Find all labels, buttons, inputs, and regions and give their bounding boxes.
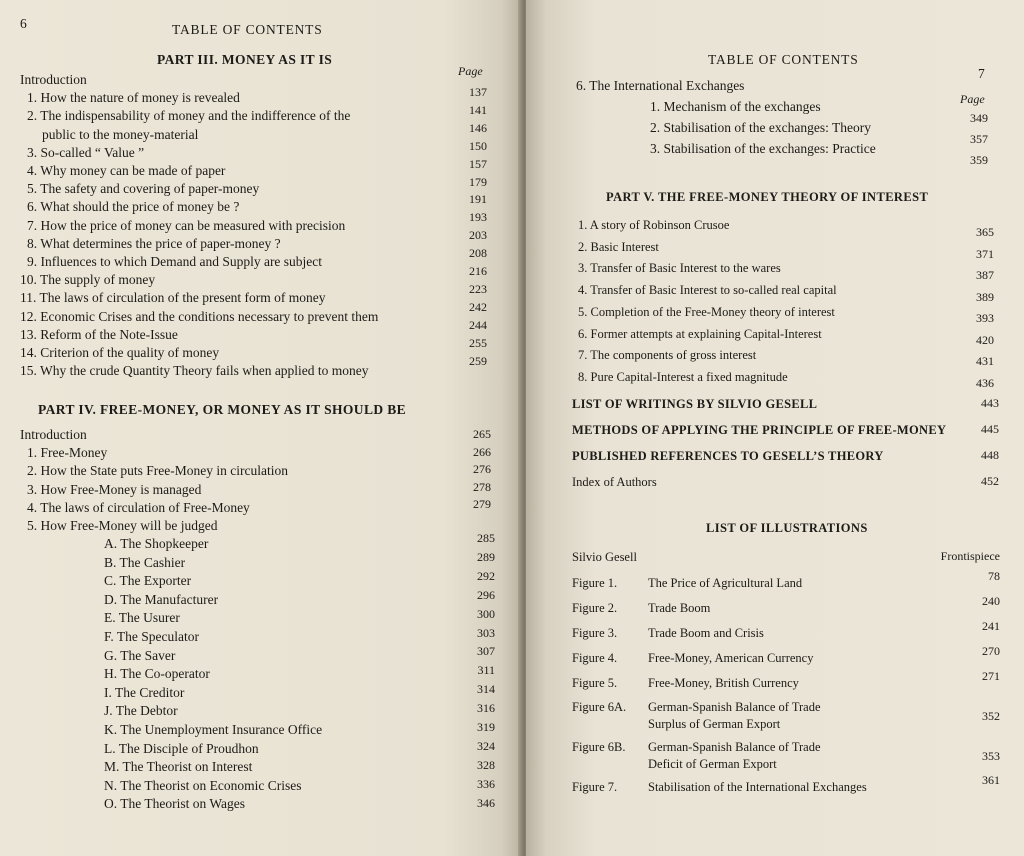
toc-sub-entry: 1. Mechanism of the exchanges: [650, 99, 821, 114]
toc-sub-entry: A. The Shopkeeper: [104, 536, 209, 551]
toc-entry: 5. The safety and covering of paper-money: [27, 181, 260, 197]
illustration-label: Figure 6A.: [572, 700, 627, 714]
toc-entry: 3. So-called “ Value ”: [27, 144, 145, 160]
toc-sub-entry: J. The Debtor: [104, 703, 178, 719]
toc-page-number: 146: [469, 120, 487, 135]
illustrations-title: LIST OF ILLUSTRATIONS: [706, 521, 868, 535]
toc-page-number: 389: [976, 289, 994, 304]
part3-title: PART III. MONEY AS IT IS: [157, 52, 333, 67]
illustration-page: 361: [982, 773, 1000, 787]
toc-entry: 4. The laws of circulation of Free-Money: [27, 499, 250, 515]
illustration-title: German-Spanish Balance of Trade: [648, 740, 821, 754]
toc-page-number: 307: [477, 644, 495, 659]
toc-page-number: 203: [469, 228, 487, 243]
toc-page-number: 278: [473, 479, 491, 494]
toc-page-number: 349: [970, 111, 988, 125]
toc-page-number: 319: [477, 720, 495, 734]
toc-page-number: 157: [469, 156, 487, 171]
toc-page-number: 216: [469, 264, 487, 278]
right-running-head: TABLE OF CONTENTS: [708, 52, 859, 67]
toc-entry: 5. Completion of the Free-Money theory of interest: [578, 304, 835, 319]
illustration-page: 78: [988, 569, 1000, 583]
toc-page-number: 141: [469, 102, 487, 117]
toc-sub-entry: E. The Usurer: [104, 610, 180, 626]
toc-entry: 3. Transfer of Basic Interest to the wares: [578, 261, 781, 276]
toc-entry: 12. Economic Crises and the conditions necessary to prevent them: [20, 308, 379, 324]
left-running-head: TABLE OF CONTENTS: [172, 22, 323, 37]
toc-page-number: 328: [477, 757, 495, 772]
toc-page-number: 300: [477, 606, 495, 621]
toc-sub-entry: K. The Unemployment Insurance Office: [104, 722, 323, 737]
toc-page-number: 292: [477, 568, 495, 583]
toc-page-number: 420: [976, 332, 994, 347]
toc-page-number: 244: [469, 317, 487, 332]
right-page-number: 7: [978, 66, 985, 81]
toc-sub-entry: 2. Stabilisation of the exchanges: Theory: [650, 120, 871, 135]
illustration-page: 352: [982, 709, 1000, 723]
toc-entry: 5. How Free-Money will be judged: [27, 518, 218, 533]
toc-sub-entry: I. The Creditor: [104, 684, 185, 700]
toc-entry: 6. Former attempts at explaining Capital-Interest: [578, 326, 822, 341]
toc-entry: 2. Basic Interest: [578, 239, 659, 254]
toc-entry: 13. Reform of the Note-Issue: [20, 326, 178, 342]
toc-page-number: 436: [976, 375, 994, 390]
toc-sub-entry: C. The Exporter: [104, 573, 192, 589]
toc-sub-entry: 3. Stabilisation of the exchanges: Practice: [650, 141, 876, 156]
toc-page-number: 179: [469, 174, 487, 189]
toc-entry: 9. Influences to which Demand and Supply are subject: [27, 254, 323, 269]
toc-entry: 2. How the State puts Free-Money in circulation: [27, 463, 288, 479]
toc-entry: 8. What determines the price of paper-money ?: [27, 235, 281, 251]
illustration-title2: Deficit of German Export: [648, 757, 777, 771]
illustration-label: Figure 3.: [572, 626, 618, 640]
toc-entry: 4. Transfer of Basic Interest to so-called real capital: [578, 283, 837, 298]
illustration-page: 353: [982, 749, 1000, 763]
illustration-title: Stabilisation of the International Exchanges: [648, 780, 867, 794]
illustration-title: Trade Boom and Crisis: [648, 626, 764, 640]
illustration-page: 271: [982, 669, 1000, 683]
illustration-page: Frontispiece: [940, 549, 1000, 563]
toc-page-number: 431: [976, 354, 994, 368]
illustration-label: Figure 2.: [572, 601, 618, 615]
toc-page-number: 346: [477, 795, 495, 810]
toc-back-matter-entry: LIST OF WRITINGS BY SILVIO GESELL: [572, 397, 818, 411]
toc-page-number: 393: [976, 311, 994, 325]
toc-entry: 6. What should the price of money be ?: [27, 199, 240, 215]
toc-page-number: 193: [469, 210, 487, 225]
toc-sub-entry: B. The Cashier: [104, 554, 186, 570]
toc-page-number: 242: [469, 299, 487, 314]
toc-page-number: 371: [976, 246, 994, 261]
toc-page-number: 191: [469, 192, 487, 207]
toc-sub-entry: L. The Disciple of Proudhon: [104, 740, 259, 756]
toc-page-number: 285: [477, 531, 495, 545]
toc-entry: 4. Why money can be made of paper: [27, 163, 226, 178]
toc-entry: 7. The components of gross interest: [578, 348, 757, 363]
illustration-label: Figure 5.: [572, 676, 618, 690]
toc-page-number: 266: [473, 444, 491, 459]
toc-entry: public to the money-material: [42, 126, 199, 142]
illustration-title: The Price of Agricultural Land: [648, 576, 803, 590]
toc-page-number: 365: [976, 225, 994, 239]
toc-page-number: 289: [477, 549, 495, 564]
illustration-label: Figure 7.: [572, 780, 618, 794]
toc-page-number: 208: [469, 246, 487, 261]
exchanges-heading: 6. The International Exchanges: [576, 78, 745, 93]
toc-page-number: 255: [469, 335, 487, 350]
toc-page-number: 303: [477, 625, 495, 640]
toc-page-number: 296: [477, 587, 495, 602]
toc-entry: 3. How Free-Money is managed: [27, 481, 202, 497]
illustration-label: Silvio Gesell: [572, 550, 637, 564]
toc-page-number: 314: [477, 682, 495, 697]
toc-entry: 10. The supply of money: [20, 272, 156, 288]
toc-page-number: 223: [469, 281, 487, 296]
toc-page-number: 311: [477, 663, 495, 678]
toc-page-number: 357: [970, 132, 988, 146]
toc-entry: 15. Why the crude Quantity Theory fails when applied to money: [20, 363, 369, 379]
left-page-column-label: Page: [458, 64, 483, 78]
toc-page-number: 324: [477, 738, 495, 753]
toc-entry: 1. Free-Money: [27, 445, 108, 461]
toc-page-number: 359: [970, 153, 988, 167]
illustration-title: Free-Money, American Currency: [648, 651, 814, 665]
toc-page-number: 443: [981, 396, 999, 410]
toc-sub-entry: O. The Theorist on Wages: [104, 796, 246, 812]
illustration-title2: Surplus of German Export: [648, 717, 781, 731]
illustration-label: Figure 1.: [572, 576, 618, 590]
toc-sub-entry: G. The Saver: [104, 647, 176, 663]
toc-page-number: 259: [469, 353, 487, 368]
toc-page-number: 387: [976, 268, 994, 282]
toc-page-number: 279: [473, 497, 491, 511]
toc-page-number: 452: [981, 474, 999, 488]
toc-page-number: 137: [469, 85, 487, 99]
part5-title: PART V. THE FREE-MONEY THEORY OF INTEREST: [606, 190, 929, 204]
toc-back-matter-entry: PUBLISHED REFERENCES TO GESELL’S THEORY: [572, 449, 884, 463]
toc-sub-entry: D. The Manufacturer: [104, 591, 219, 607]
right-page-column-label: Page: [960, 92, 985, 106]
toc-page-number: 265: [473, 427, 491, 441]
toc-entry: 1. How the nature of money is revealed: [27, 90, 240, 106]
toc-sub-entry: F. The Speculator: [104, 629, 200, 644]
toc-entry: 7. How the price of money can be measured with precision: [27, 217, 346, 233]
right-page: [526, 0, 1024, 856]
part4-title: PART IV. FREE-MONEY, OR MONEY AS IT SHOULD BE: [38, 402, 407, 417]
toc-page-number: 316: [477, 701, 495, 716]
toc-entry: Introduction: [20, 72, 87, 87]
toc-entry: 2. The indispensability of money and the indifference of the: [27, 108, 351, 124]
toc-entry: Introduction: [20, 427, 87, 442]
toc-back-matter-entry: Index of Authors: [572, 475, 657, 489]
toc-page-number: 276: [473, 462, 491, 476]
toc-entry: 8. Pure Capital-Interest a fixed magnitude: [578, 369, 788, 384]
illustration-label: Figure 6B.: [572, 740, 626, 754]
toc-sub-entry: H. The Co-operator: [104, 666, 210, 682]
illustration-title: Trade Boom: [648, 601, 711, 615]
toc-sub-entry: M. The Theorist on Interest: [104, 759, 253, 775]
toc-page-number: 445: [981, 422, 999, 436]
left-page-number: 6: [20, 16, 27, 31]
illustration-label: Figure 4.: [572, 651, 618, 665]
illustration-page: 270: [982, 644, 1000, 658]
toc-page-number: 150: [469, 138, 487, 153]
illustration-page: 241: [982, 619, 1000, 633]
toc-back-matter-entry: METHODS OF APPLYING THE PRINCIPLE OF FREE-MONEY: [572, 423, 947, 437]
toc-entry: 14. Criterion of the quality of money: [20, 345, 220, 360]
illustration-title: Free-Money, British Currency: [648, 676, 799, 690]
toc-entry: 1. A story of Robinson Crusoe: [578, 218, 730, 232]
illustration-title: German-Spanish Balance of Trade: [648, 700, 821, 714]
toc-page-number: 336: [477, 776, 495, 791]
illustration-page: 240: [982, 594, 1000, 608]
toc-page-number: 448: [981, 448, 999, 462]
toc-entry: 11. The laws of circulation of the present form of money: [20, 290, 326, 306]
toc-sub-entry: N. The Theorist on Economic Crises: [104, 777, 302, 793]
